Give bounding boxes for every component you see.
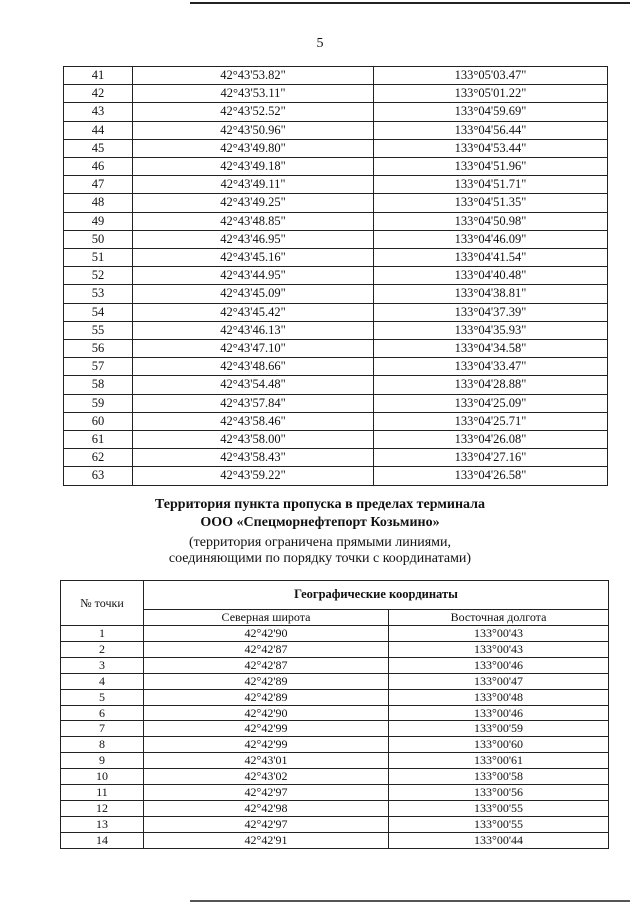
table-row — [64, 431, 608, 449]
longitude-cell: 133°05'03.47" — [374, 67, 608, 85]
longitude-cell: 133°00'48 — [389, 689, 609, 705]
point-number-cell: 41 — [64, 67, 133, 85]
table-row — [64, 121, 608, 139]
table-row — [64, 340, 608, 358]
latitude-cell: 42°43'02 — [144, 769, 389, 785]
latitude-cell: 42°43'53.82" — [133, 67, 374, 85]
longitude-cell: 133°00'56 — [389, 785, 609, 801]
longitude-cell: 133°04'25.71" — [374, 412, 608, 430]
table-row — [64, 194, 608, 212]
point-number-cell: 7 — [61, 721, 144, 737]
longitude-cell: 133°04'46.09" — [374, 230, 608, 248]
point-number-cell: 13 — [61, 816, 144, 832]
table-row — [61, 769, 609, 785]
table-row — [64, 449, 608, 467]
latitude-cell: 42°43'58.46" — [133, 412, 374, 430]
longitude-cell: 133°00'46 — [389, 657, 609, 673]
latitude-cell: 42°42'87 — [144, 641, 389, 657]
longitude-cell: 133°04'28.88" — [374, 376, 608, 394]
table-row — [64, 267, 608, 285]
longitude-cell: 133°04'33.47" — [374, 358, 608, 376]
longitude-cell: 133°04'26.58" — [374, 467, 608, 485]
point-number-cell: 61 — [64, 431, 133, 449]
point-number-cell: 57 — [64, 358, 133, 376]
section-subtitle-line2: соединяющими по порядку точки с координатами) — [168, 551, 472, 566]
point-number-cell: 59 — [64, 394, 133, 412]
table-row — [64, 321, 608, 339]
latitude-cell: 42°43'59.22" — [133, 467, 374, 485]
latitude-cell: 42°43'44.95" — [133, 267, 374, 285]
longitude-cell: 133°00'59 — [389, 721, 609, 737]
point-number-cell: 60 — [64, 412, 133, 430]
latitude-cell: 42°43'53.11" — [133, 85, 374, 103]
point-number-cell: 47 — [64, 176, 133, 194]
longitude-cell: 133°04'56.44" — [374, 121, 608, 139]
longitude-cell: 133°00'43 — [389, 641, 609, 657]
point-number-cell: 48 — [64, 194, 133, 212]
longitude-cell: 133°04'38.81" — [374, 285, 608, 303]
longitude-cell: 133°04'26.08" — [374, 431, 608, 449]
longitude-cell: 133°04'50.98" — [374, 212, 608, 230]
table-row — [64, 376, 608, 394]
latitude-cell: 42°43'45.09" — [133, 285, 374, 303]
section-subtitle-line1: (территория ограничена прямыми линиями, — [188, 535, 452, 550]
longitude-cell: 133°04'25.09" — [374, 394, 608, 412]
latitude-cell: 42°43'49.25" — [133, 194, 374, 212]
table-row — [61, 626, 609, 642]
longitude-cell: 133°04'53.44" — [374, 139, 608, 157]
longitude-cell: 133°04'34.58" — [374, 340, 608, 358]
table-row — [64, 67, 608, 85]
longitude-cell: 133°04'27.16" — [374, 449, 608, 467]
latitude-cell: 42°43'49.80" — [133, 139, 374, 157]
latitude-cell: 42°43'54.48" — [133, 376, 374, 394]
point-number-cell: 2 — [61, 641, 144, 657]
section-title-line2: ООО «Спецморнефтепорт Козьмино» — [200, 515, 440, 530]
point-number-cell: 10 — [61, 769, 144, 785]
longitude-cell: 133°00'55 — [389, 800, 609, 816]
latitude-cell: 42°43'58.43" — [133, 449, 374, 467]
point-number-cell: 14 — [61, 832, 144, 848]
latitude-cell: 42°43'45.16" — [133, 249, 374, 267]
table-row — [64, 139, 608, 157]
longitude-cell: 133°00'43 — [389, 626, 609, 642]
latitude-cell: 42°43'48.66" — [133, 358, 374, 376]
table-row — [61, 657, 609, 673]
longitude-cell: 133°04'40.48" — [374, 267, 608, 285]
table-row — [61, 832, 609, 848]
latitude-cell: 42°43'45.42" — [133, 303, 374, 321]
header-point-number: № точки — [61, 581, 144, 626]
longitude-cell: 133°00'58 — [389, 769, 609, 785]
longitude-cell: 133°00'60 — [389, 737, 609, 753]
table-row — [64, 158, 608, 176]
point-number-cell: 9 — [61, 753, 144, 769]
table-row — [64, 212, 608, 230]
longitude-cell: 133°00'44 — [389, 832, 609, 848]
point-number-cell: 49 — [64, 212, 133, 230]
table-row — [64, 358, 608, 376]
header-geographic-coordinates: Географические координаты — [144, 581, 609, 610]
point-number-cell: 44 — [64, 121, 133, 139]
point-number-cell: 12 — [61, 800, 144, 816]
point-number-cell: 55 — [64, 321, 133, 339]
table-row — [61, 641, 609, 657]
point-number-cell: 62 — [64, 449, 133, 467]
latitude-cell: 42°42'90 — [144, 705, 389, 721]
point-number-cell: 1 — [61, 626, 144, 642]
page-number: 5 — [316, 36, 324, 51]
latitude-cell: 42°43'46.95" — [133, 230, 374, 248]
table-row — [64, 103, 608, 121]
point-number-cell: 11 — [61, 785, 144, 801]
latitude-cell: 42°42'89 — [144, 689, 389, 705]
table-row — [64, 85, 608, 103]
latitude-cell: 42°42'97 — [144, 785, 389, 801]
point-number-cell: 3 — [61, 657, 144, 673]
longitude-cell: 133°04'51.35" — [374, 194, 608, 212]
latitude-cell: 42°43'49.11" — [133, 176, 374, 194]
coordinates-table-bottom — [60, 580, 609, 849]
longitude-cell: 133°04'51.71" — [374, 176, 608, 194]
coordinates-table-top — [63, 66, 608, 486]
longitude-cell: 133°05'01.22" — [374, 85, 608, 103]
latitude-cell: 42°42'99 — [144, 737, 389, 753]
point-number-cell: 56 — [64, 340, 133, 358]
table-row — [61, 721, 609, 737]
coordinates-table-top-body — [64, 67, 608, 486]
point-number-cell: 43 — [64, 103, 133, 121]
latitude-cell: 42°43'58.00" — [133, 431, 374, 449]
latitude-cell: 42°43'57.84" — [133, 394, 374, 412]
table-row — [64, 176, 608, 194]
latitude-cell: 42°43'48.85" — [133, 212, 374, 230]
coordinates-table-bottom-body — [61, 626, 609, 849]
latitude-cell: 42°43'52.52" — [133, 103, 374, 121]
latitude-cell: 42°43'50.96" — [133, 121, 374, 139]
latitude-cell: 42°43'01 — [144, 753, 389, 769]
table-row — [61, 785, 609, 801]
latitude-cell: 42°43'47.10" — [133, 340, 374, 358]
table-row — [61, 737, 609, 753]
header-latitude: Северная широта — [144, 609, 389, 625]
table-row — [61, 753, 609, 769]
point-number-cell: 54 — [64, 303, 133, 321]
bottom-rule — [190, 900, 630, 902]
longitude-cell: 133°04'35.93" — [374, 321, 608, 339]
table-row — [64, 394, 608, 412]
latitude-cell: 42°42'87 — [144, 657, 389, 673]
top-rule — [190, 2, 630, 4]
table-row — [64, 467, 608, 485]
point-number-cell: 45 — [64, 139, 133, 157]
longitude-cell: 133°04'51.96" — [374, 158, 608, 176]
latitude-cell: 42°42'91 — [144, 832, 389, 848]
point-number-cell: 53 — [64, 285, 133, 303]
longitude-cell: 133°00'55 — [389, 816, 609, 832]
latitude-cell: 42°42'97 — [144, 816, 389, 832]
point-number-cell: 46 — [64, 158, 133, 176]
table-row — [61, 673, 609, 689]
point-number-cell: 58 — [64, 376, 133, 394]
point-number-cell: 5 — [61, 689, 144, 705]
table-row — [61, 816, 609, 832]
longitude-cell: 133°04'41.54" — [374, 249, 608, 267]
latitude-cell: 42°42'90 — [144, 626, 389, 642]
longitude-cell: 133°00'61 — [389, 753, 609, 769]
point-number-cell: 8 — [61, 737, 144, 753]
latitude-cell: 42°43'49.18" — [133, 158, 374, 176]
latitude-cell: 42°43'46.13" — [133, 321, 374, 339]
table-row — [61, 705, 609, 721]
table-row — [64, 285, 608, 303]
section-title-line1: Территория пункта пропуска в пределах терминала — [155, 497, 485, 512]
point-number-cell: 4 — [61, 673, 144, 689]
point-number-cell: 63 — [64, 467, 133, 485]
point-number-cell: 51 — [64, 249, 133, 267]
latitude-cell: 42°42'99 — [144, 721, 389, 737]
header-longitude: Восточная долгота — [389, 609, 609, 625]
table-row — [64, 303, 608, 321]
longitude-cell: 133°04'37.39" — [374, 303, 608, 321]
table-row — [64, 249, 608, 267]
point-number-cell: 50 — [64, 230, 133, 248]
point-number-cell: 6 — [61, 705, 144, 721]
table-row — [61, 800, 609, 816]
table-row — [64, 230, 608, 248]
table-row — [64, 412, 608, 430]
latitude-cell: 42°42'89 — [144, 673, 389, 689]
point-number-cell: 52 — [64, 267, 133, 285]
point-number-cell: 42 — [64, 85, 133, 103]
longitude-cell: 133°04'59.69" — [374, 103, 608, 121]
longitude-cell: 133°00'47 — [389, 673, 609, 689]
longitude-cell: 133°00'46 — [389, 705, 609, 721]
latitude-cell: 42°42'98 — [144, 800, 389, 816]
table-row — [61, 689, 609, 705]
